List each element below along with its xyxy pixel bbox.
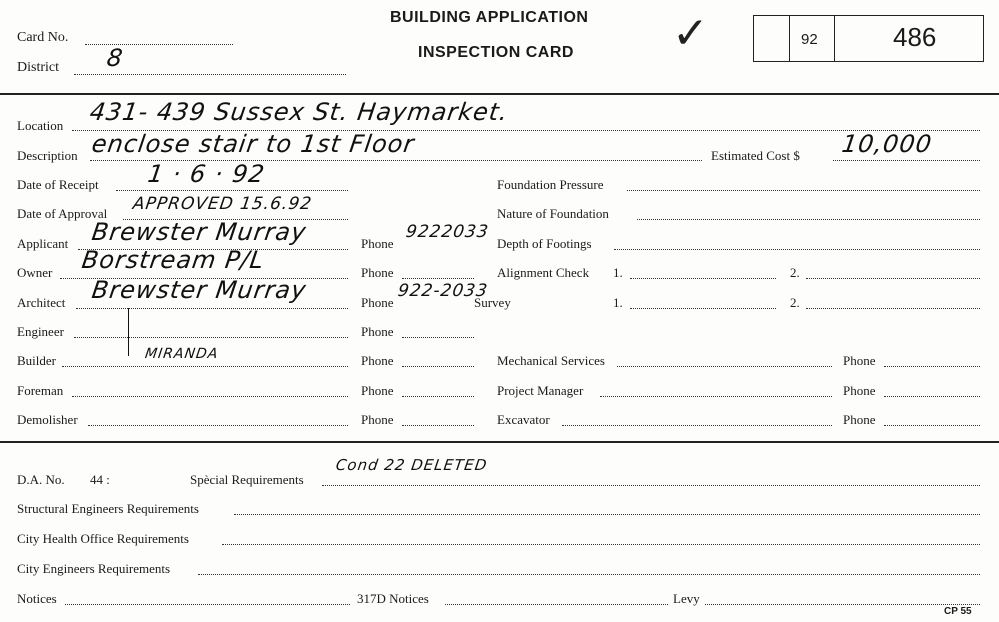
builder-value: MIRANDA	[143, 346, 220, 362]
project-manager-label: Project Manager	[497, 383, 584, 398]
architect-line	[76, 308, 348, 309]
health-label: City Health Office Requirements	[17, 531, 189, 546]
date-receipt-label: Date of Receipt	[17, 177, 99, 192]
survey-line-2	[806, 308, 980, 309]
mechanical-phone-label: Phone	[843, 353, 876, 368]
title-line-1: BUILDING APPLICATION	[390, 9, 589, 26]
mechanical-phone-line	[884, 366, 980, 367]
special-req-line	[322, 485, 980, 486]
applicant-phone-value: 9222033	[404, 222, 491, 242]
nature-foundation-line	[637, 219, 980, 220]
description-label: Description	[17, 148, 78, 163]
title-line-2: INSPECTION CARD	[418, 44, 574, 61]
owner-label: Owner	[17, 265, 53, 280]
da-no-value: 44 :	[90, 472, 110, 487]
engineer-phone-line	[402, 337, 474, 338]
alignment-num-2: 2.	[790, 265, 800, 280]
owner-phone-line	[402, 278, 474, 279]
builder-line	[62, 366, 348, 367]
survey-label: Survey	[474, 295, 511, 310]
demolisher-phone-line	[402, 425, 474, 426]
builder-pointer-stroke	[128, 308, 129, 356]
date-approval-value: APPROVED 15.6.92	[131, 194, 314, 214]
notices-label: Notices	[17, 591, 57, 606]
excavator-phone-line	[884, 425, 980, 426]
project-manager-phone-label: Phone	[843, 383, 876, 398]
excavator-line	[562, 425, 832, 426]
alignment-check-label: Alignment Check	[497, 265, 590, 280]
depth-footings-label: Depth of Footings	[497, 236, 592, 251]
date-receipt-value: 1 · 6 · 92	[146, 160, 267, 188]
date-approval-label: Date of Approval	[17, 206, 108, 221]
engineer-label: Engineer	[17, 324, 64, 339]
footer-rule	[0, 441, 999, 443]
engineer-line	[74, 337, 348, 338]
architect-label: Architect	[17, 295, 66, 310]
description-value: enclose stair to 1st Floor	[90, 130, 417, 158]
mechanical-line	[617, 366, 832, 367]
applicant-phone-label: Phone	[361, 236, 394, 251]
district-label: District	[17, 60, 59, 75]
foreman-line	[72, 396, 348, 397]
builder-phone-label: Phone	[361, 353, 394, 368]
depth-footings-line	[614, 249, 980, 250]
location-label: Location	[17, 118, 64, 133]
survey-num-2: 2.	[790, 295, 800, 310]
applicant-label: Applicant	[17, 236, 69, 251]
demolisher-line	[88, 425, 348, 426]
foundation-pressure-label: Foundation Pressure	[497, 177, 604, 192]
alignment-num-1: 1.	[613, 265, 623, 280]
card-number-box	[753, 15, 984, 62]
architect-value: Brewster Murray	[90, 276, 309, 304]
demolisher-phone-label: Phone	[361, 412, 394, 427]
applicant-value: Brewster Murray	[90, 218, 309, 246]
header-rule	[0, 93, 999, 95]
foreman-phone-line	[402, 396, 474, 397]
card-number: 486	[893, 22, 937, 52]
builder-phone-line	[402, 366, 474, 367]
alignment-line-1	[630, 278, 776, 279]
estimated-cost-label: Estimated Cost $	[711, 148, 800, 163]
foreman-phone-label: Phone	[361, 383, 394, 398]
district-value: 8	[105, 44, 126, 72]
location-value: 431- 439 Sussex St. Haymarket.	[88, 98, 511, 126]
project-manager-line	[600, 396, 832, 397]
card-no-label: Card No.	[17, 30, 69, 45]
project-manager-phone-line	[884, 396, 980, 397]
survey-num-1: 1.	[613, 295, 623, 310]
structural-label: Structural Engineers Requirements	[17, 501, 199, 516]
nature-foundation-label: Nature of Foundation	[497, 206, 609, 221]
architect-phone-value: 922-2033	[396, 281, 490, 301]
survey-line-1	[630, 308, 776, 309]
architect-phone-label: Phone	[361, 295, 394, 310]
check-mark: ✓	[672, 8, 709, 59]
city-eng-line	[198, 574, 980, 575]
alignment-line-2	[806, 278, 980, 279]
date-receipt-line	[116, 190, 348, 191]
excavator-label: Excavator	[497, 412, 550, 427]
card-no-line	[85, 44, 233, 45]
da-no-label: D.A. No.	[17, 472, 65, 487]
foundation-pressure-line	[627, 190, 980, 191]
owner-phone-label: Phone	[361, 265, 394, 280]
notices-line	[65, 604, 350, 605]
district-line	[74, 74, 346, 75]
builder-label: Builder	[17, 353, 56, 368]
mechanical-label: Mechanical Services	[497, 353, 605, 368]
notices-317d-label: 317D Notices	[357, 591, 429, 606]
excavator-phone-label: Phone	[843, 412, 876, 427]
form-code: CP 55	[944, 606, 972, 617]
owner-value: Borstream P/L	[80, 246, 267, 274]
engineer-phone-label: Phone	[361, 324, 394, 339]
structural-line	[234, 514, 980, 515]
demolisher-label: Demolisher	[17, 412, 78, 427]
notices-317d-line	[445, 604, 668, 605]
estimated-cost-line	[833, 160, 980, 161]
city-eng-label: City Engineers Requirements	[17, 561, 171, 576]
special-req-value: Cond 22 DELETED	[334, 456, 489, 474]
foreman-label: Foreman	[17, 383, 64, 398]
estimated-cost-value: 10,000	[840, 130, 934, 158]
card-prefix: 92	[801, 31, 818, 48]
levy-line	[705, 604, 980, 605]
health-line	[222, 544, 980, 545]
special-req-label: Spècial Requirements	[190, 472, 304, 487]
levy-label: Levy	[673, 591, 700, 606]
